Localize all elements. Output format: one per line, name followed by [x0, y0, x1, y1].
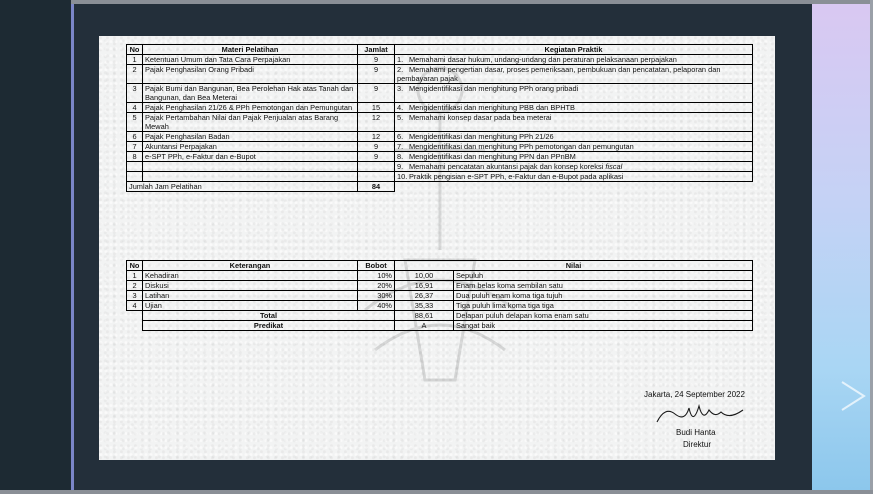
signatory-title: Direktur: [683, 440, 712, 449]
row-no: 6: [127, 132, 143, 142]
row-keterangan: Ujian: [143, 301, 358, 311]
row-no: 3: [127, 291, 143, 301]
row-jamlat: 9: [358, 84, 395, 103]
row-score-words: Dua puluh enam koma tiga tujuh: [454, 291, 753, 301]
kegiatan-number: 3.: [397, 84, 404, 93]
kegiatan-text: Memahami konsep dasar pada bea meterai: [409, 113, 552, 122]
row-no: [127, 162, 143, 172]
table-row: [127, 132, 753, 142]
row-materi: [143, 162, 358, 172]
row-score: 16,91: [395, 281, 454, 291]
row-bobot: 40%: [358, 301, 395, 311]
handwritten-signature: [655, 400, 747, 428]
row-bobot: 30%: [358, 291, 395, 301]
chevron-right-icon: [838, 378, 873, 418]
left-sidebar: [0, 0, 71, 494]
row-kegiatan: [395, 132, 753, 142]
row-score-words: Enam belas koma sembilan satu: [454, 281, 753, 291]
total-hours-label: Jumlah Jam Pelatihan: [127, 182, 358, 192]
header-keterangan: Keterangan: [143, 261, 358, 271]
table-row: [127, 301, 753, 311]
kegiatan-text: Mengidentifikasi dan menghitung PPh pemotongan dan pemungutan: [409, 142, 634, 151]
kegiatan-italic-term: fiscal: [605, 162, 623, 171]
row-materi: Ketentuan Umum dan Tata Cara Perpajakan: [143, 55, 358, 65]
row-kegiatan: [395, 65, 753, 84]
table-row: [127, 113, 753, 132]
row-score-words: Sepuluh: [454, 271, 753, 281]
kegiatan-number: 8.: [397, 152, 404, 161]
window-bottom-border: [0, 490, 873, 494]
row-keterangan: Diskusi: [143, 281, 358, 291]
row-jamlat: 9: [358, 152, 395, 162]
table-row: [127, 162, 753, 172]
row-kegiatan: [395, 113, 753, 132]
row-kegiatan: [395, 162, 753, 172]
table-header-row: [127, 45, 753, 55]
row-no: 7: [127, 142, 143, 152]
row-kegiatan: [395, 103, 753, 113]
table-row: [127, 152, 753, 162]
header-no: No: [127, 45, 143, 55]
table-row: [127, 271, 753, 281]
assessment-table: [126, 260, 753, 331]
row-no: 1: [127, 271, 143, 281]
kegiatan-text: Mengidentifikasi dan menghitung PPN dan PPnBM: [409, 152, 576, 161]
row-materi: Pajak Penghasilan Orang Pribadi: [143, 65, 358, 84]
row-no: [127, 172, 143, 182]
kegiatan-text: Memahami dasar hukum, undang-undang dan peraturan pelaksanaan perpajakan: [409, 55, 677, 64]
row-materi: Pajak Pertambahan Nilai dan Pajak Penjualan atas Barang Mewah: [143, 113, 358, 132]
kegiatan-number: 7.: [397, 142, 404, 151]
header-kegiatan: Kegiatan Praktik: [395, 45, 753, 55]
signature-place-date: Jakarta, 24 September 2022: [644, 390, 745, 399]
kegiatan-text: Praktik pengisian e-SPT PPh, e-Faktur dan e-Bupot pada aplikasi: [409, 172, 624, 181]
row-no: 3: [127, 84, 143, 103]
total-score-words: Delapan puluh delapan koma enam satu: [454, 311, 753, 321]
row-score: 26,37: [395, 291, 454, 301]
row-jamlat: 9: [358, 55, 395, 65]
row-jamlat: [358, 172, 395, 182]
header-jamlat: Jamlat: [358, 45, 395, 55]
header-bobot: Bobot: [358, 261, 395, 271]
total-hours-row: [127, 182, 753, 192]
row-score: 10,00: [395, 271, 454, 281]
kegiatan-text: Memahami pencatatan akuntansi pajak dan konsep koreksi: [409, 162, 604, 171]
kegiatan-number: 2.: [397, 65, 404, 74]
row-materi: Akuntansi Perpajakan: [143, 142, 358, 152]
row-jamlat: 12: [358, 113, 395, 132]
row-keterangan: Latihan: [143, 291, 358, 301]
header-no: No: [127, 261, 143, 271]
table-row: [127, 281, 753, 291]
table-row: [127, 65, 753, 84]
row-jamlat: 9: [358, 142, 395, 152]
row-kegiatan: [395, 172, 753, 182]
table-row: [127, 103, 753, 113]
row-jamlat: 12: [358, 132, 395, 142]
kegiatan-number: 5.: [397, 113, 404, 122]
signatory-name: Budi Hanta: [676, 428, 716, 437]
row-keterangan: Kehadiran: [143, 271, 358, 281]
row-kegiatan: [395, 142, 753, 152]
row-no: 1: [127, 55, 143, 65]
row-bobot: 10%: [358, 271, 395, 281]
predikat-label: Predikat: [143, 321, 395, 331]
kegiatan-text: Memahami pengertian dasar, proses pemeriksaan, pembukuan dan pencatatan, pelaporan dan pembayaran pajak: [397, 65, 721, 83]
row-no: 5: [127, 113, 143, 132]
table-row: [127, 172, 753, 182]
row-score-words: Tiga puluh lima koma tiga tiga: [454, 301, 753, 311]
table-row: [127, 291, 753, 301]
row-no: 8: [127, 152, 143, 162]
row-materi: e-SPT PPh, e-Faktur dan e-Bupot: [143, 152, 358, 162]
table-header-row: [127, 261, 753, 271]
row-jamlat: 15: [358, 103, 395, 113]
row-jamlat: [358, 162, 395, 172]
row-no: 2: [127, 65, 143, 84]
total-row: [127, 311, 753, 321]
row-jamlat: 9: [358, 65, 395, 84]
row-materi: [143, 172, 358, 182]
kegiatan-text: Mengidentifikasi dan menghitung PBB dan BPHTB: [409, 103, 575, 112]
row-bobot: 20%: [358, 281, 395, 291]
predikat-row: [127, 321, 753, 331]
row-materi: Pajak Bumi dan Bangunan, Bea Perolehan Hak atas Tanah dan Bangunan, dan Bea Meterai: [143, 84, 358, 103]
header-materi: Materi Pelatihan: [143, 45, 358, 55]
predikat-words: Sangat baik: [454, 321, 753, 331]
total-score: 88,61: [395, 311, 454, 321]
row-no: 4: [127, 301, 143, 311]
row-score: 35,33: [395, 301, 454, 311]
table-row: [127, 55, 753, 65]
row-kegiatan: [395, 55, 753, 65]
row-materi: Pajak Penghasilan 21/26 & PPh Pemotongan dan Pemungutan: [143, 103, 358, 113]
kegiatan-number: 4.: [397, 103, 404, 112]
row-no: 2: [127, 281, 143, 291]
total-hours-value: 84: [358, 182, 395, 192]
kegiatan-text: Mengidentifikasi dan menghitung PPh 21/26: [409, 132, 554, 141]
training-materials-table: [126, 44, 753, 192]
kegiatan-number: 10.: [397, 172, 408, 181]
certificate-page: [99, 36, 775, 460]
predikat-grade: A: [395, 321, 454, 331]
table-row: [127, 142, 753, 152]
kegiatan-number: 9.: [397, 162, 404, 171]
total-label: Total: [143, 311, 395, 321]
kegiatan-text: Mengidentifikasi dan menghitung PPh orang pribadi: [409, 84, 579, 93]
header-nilai: Nilai: [395, 261, 753, 271]
row-materi: Pajak Penghasilan Badan: [143, 132, 358, 142]
table-row: [127, 84, 753, 103]
row-kegiatan: [395, 84, 753, 103]
row-kegiatan: [395, 152, 753, 162]
kegiatan-number: 1.: [397, 55, 404, 64]
row-no: 4: [127, 103, 143, 113]
kegiatan-number: 6.: [397, 132, 404, 141]
